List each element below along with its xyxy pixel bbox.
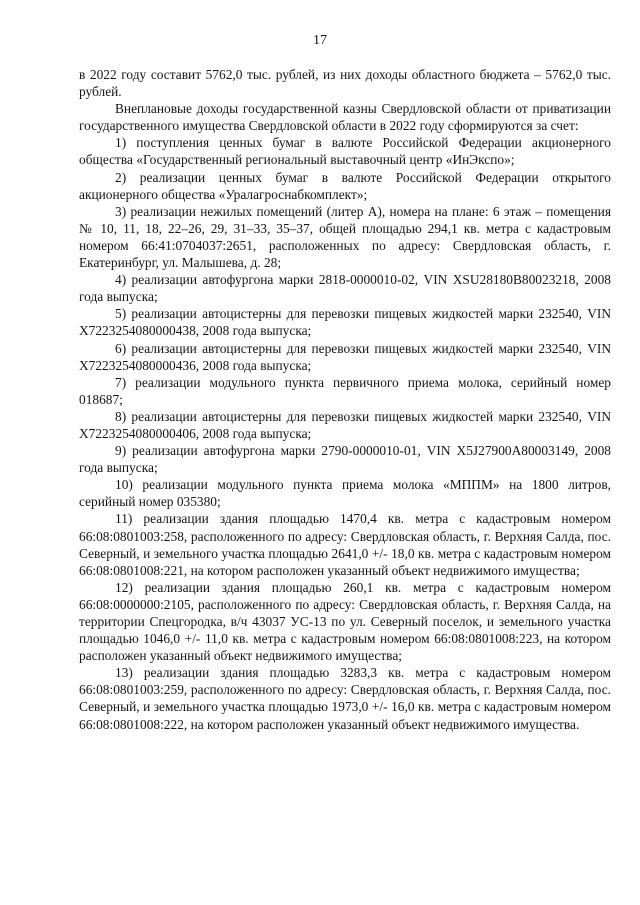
list-item-9: 9) реализации автофургона марки 2790-0000010-01, VIN X5J27900A80003149, 2008 года выпуска; — [79, 443, 611, 476]
list-item-3: 3) реализации нежилых помещений (литер А), номера на плане: 6 этаж – помещения № 10, 11, 18, 22–26, 29, 31–33, 35–37, общей площадью 294,1 кв. метра с кадастровым номером 66:41:0704037:2651, расположенных по адресу: Свердловская область, г. Екатеринбург, ул. Малышева, д. 28; — [79, 203, 611, 271]
list-item-10: 10) реализации модульного пункта приема молока «МППМ» на 1800 литров, серийный номер 035380; — [79, 477, 611, 510]
paragraph-intro: Внеплановые доходы государственной казны Свердловской области от приватизации государственного имущества Свердловской области в 2022 году сформируются за счет: — [79, 101, 611, 134]
list-item-1: 1) поступления ценных бумаг в валюте Российской Федерации акционерного общества «Государственный региональный выставочный центр «ИнЭкспо»; — [79, 135, 611, 168]
list-item-12: 12) реализации здания площадью 260,1 кв. метра с кадастровым номером 66:08:0000000:2105, расположенного по адресу: Свердловская область, г. Верхняя Салда, на территории Спецгородка, в/ч 43037 УС-13 по ул. Северный поселок, и земельного участка площадью 1046,0 +/- 11,0 кв. метра с кадастровым номером 66:08:0801008:223, на котором расположен указанный объект недвижимого имущества; — [79, 579, 611, 664]
document-body — [79, 66, 611, 733]
paragraph-continuation: в 2022 году составит 5762,0 тыс. рублей, из них доходы областного бюджета – 5762,0 тыс. рублей. — [79, 67, 611, 100]
list-item-2: 2) реализации ценных бумаг в валюте Российской Федерации открытого акционерного общества «Уралагроснабкомплект»; — [79, 169, 611, 202]
list-item-4: 4) реализации автофургона марки 2818-0000010-02, VIN XSU28180B80023218, 2008 года выпуска; — [79, 272, 611, 305]
list-item-11: 11) реализации здания площадью 1470,4 кв. метра с кадастровым номером 66:08:0801003:258, расположенного по адресу: Свердловская область, г. Верхняя Салда, пос. Северный, и земельного участка площадью 2641,0 +/- 18,0 кв. метра с кадастровым номером 66:08:0801008:221, на котором расположен указанный объект недвижимого имущества; — [79, 511, 611, 578]
page-number: 17 — [313, 33, 327, 48]
list-item-7: 7) реализации модульного пункта первичного приема молока, серийный номер 018687; — [79, 374, 611, 407]
list-item-5: 5) реализации автоцистерны для перевозки пищевых жидкостей марки 232540, VIN X7223254080000438, 2008 года выпуска; — [79, 306, 611, 339]
list-item-6: 6) реализации автоцистерны для перевозки пищевых жидкостей марки 232540, VIN X7223254080000436, 2008 года выпуска; — [79, 340, 611, 373]
list-item-8: 8) реализации автоцистерны для перевозки пищевых жидкостей марки 232540, VIN X7223254080000406, 2008 года выпуска; — [79, 408, 611, 441]
list-item-13: 13) реализации здания площадью 3283,3 кв. метра с кадастровым номером 66:08:0801003:259, расположенного по адресу: Свердловская область, г. Верхняя Салда, пос. Северный, и земельного участка площадью 1973,0 +/- 16,0 кв. метра с кадастровым номером 66:08:0801008:222, на котором расположен указанный объект недвижимого имущества. — [79, 665, 611, 732]
